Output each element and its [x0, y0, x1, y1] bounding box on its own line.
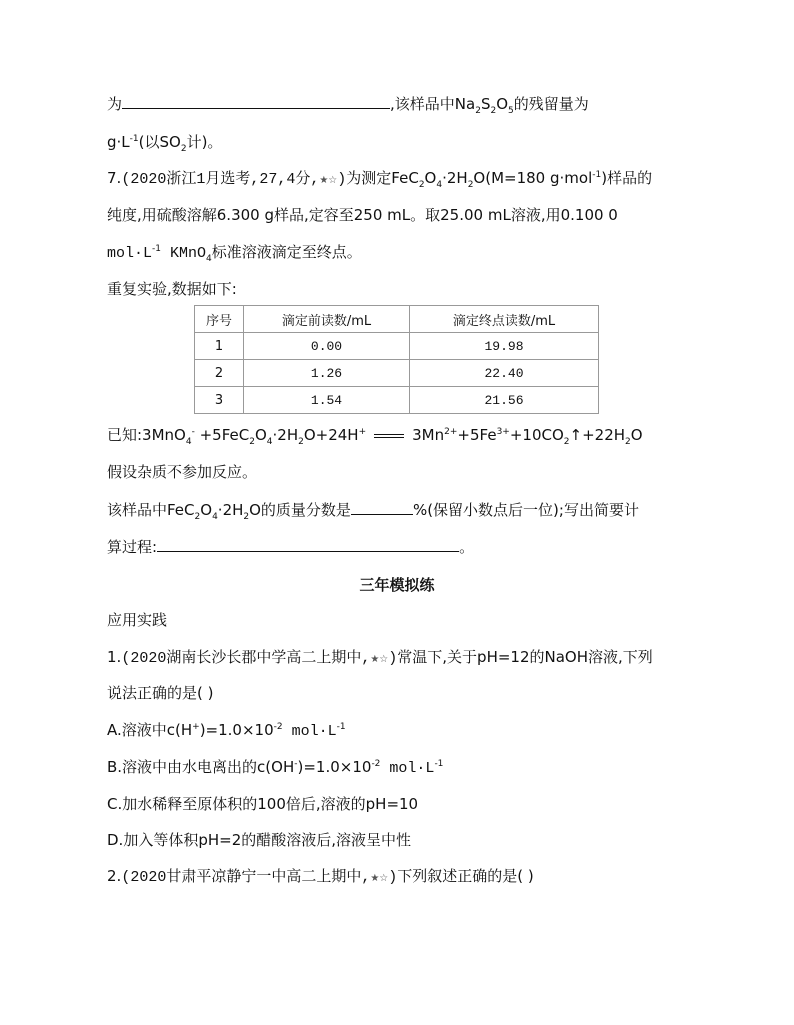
- question-number: 2.: [107, 867, 122, 885]
- q7-assume: 假设杂质不参加反应。: [107, 463, 258, 481]
- question-source: (2020浙江1月选考,27,4分,: [121, 171, 320, 188]
- section-title: 三年模拟练: [359, 576, 435, 594]
- p1-line1: 1.(2020湖南长沙长郡中学高二上期中,★☆)常温下,关于pH=12的NaOH溶液,下列: [107, 648, 653, 667]
- q7-repeat: 重复实验,数据如下:: [107, 280, 237, 298]
- q6-line2: $g\cdot L^{-1}$(以$SO_2$计)。: [107, 133, 223, 154]
- option-c[interactable]: C.加水稀释至原体积的100倍后,溶液的pH=10: [107, 795, 419, 813]
- question-number: 7.: [107, 169, 122, 187]
- p1-line2: 说法正确的是( ): [107, 684, 214, 702]
- p2-line1: 2.(2020甘肃平凉静宁一中高二上期中,★☆)下列叙述正确的是( ): [107, 867, 534, 886]
- q7-line2: 纯度,用硫酸溶解6.300 g样品,定容至250 mL。取25.00 mL溶液,用0.100 0: [107, 206, 618, 224]
- q7-line1: 7.(2020浙江1月选考,27,4分,★☆)为测定$FeC_2O_4\cdot 2H_2O(M=180$ g·mol$^{-1}$)样品的: [107, 169, 653, 190]
- known-equation: 已知:3MnO$_4$- $+5FeC_2O_4\cdot 2H_2O+24H^+$ $3Mn^{2+}+5Fe^{3+}+10CO_2↑+22H_2O$: [107, 426, 643, 447]
- option-a[interactable]: A.溶液中$c(H^+)=1.0\times 10^{-2}$ $mol\cdot L^{-1}$: [107, 721, 346, 740]
- question-source: (2020甘肃平凉静宁一中高二上期中,: [121, 869, 371, 886]
- q7-ask1: 该样品中$FeC_2O_4\cdot 2H_2O$的质量分数是 %(保留小数点后一位);写出简要计: [107, 501, 639, 522]
- reaction-equals-icon: [374, 434, 404, 438]
- table-header-row: [195, 306, 599, 333]
- section-subtitle: 应用实践: [107, 611, 168, 629]
- table-cell: 0.00: [244, 333, 410, 360]
- table-cell: 1.54: [244, 387, 410, 414]
- titration-table: [194, 305, 599, 414]
- option-b[interactable]: B.溶液中由水电离出的$c(OH^-)=1.0\times 10^{-2}$ $mol\cdot L^{-1}$: [107, 758, 444, 777]
- table-cell: 1: [195, 333, 244, 360]
- table-cell: 21.56: [410, 387, 599, 414]
- table-row: [195, 360, 599, 387]
- table-cell: 19.98: [410, 333, 599, 360]
- q7-ask2: 算过程: 。: [107, 538, 475, 556]
- difficulty-star-icon: ★☆: [319, 175, 338, 186]
- difficulty-star-icon: ★☆: [370, 873, 389, 884]
- table-header: 序号: [195, 306, 244, 333]
- table-header: 滴定前读数/mL: [244, 306, 410, 333]
- table-cell: 22.40: [410, 360, 599, 387]
- option-d[interactable]: D.加入等体积pH=2的醋酸溶液后,溶液呈中性: [107, 831, 412, 849]
- question-number: 1.: [107, 648, 122, 666]
- table-row: [195, 387, 599, 414]
- q7-line3: $mol\cdot L^{-1}$ KMnO$_4$标准溶液滴定至终点。: [107, 243, 362, 264]
- table-header: 滴定终点读数/mL: [410, 306, 599, 333]
- answer-blank[interactable]: [122, 94, 390, 109]
- table-cell: 3: [195, 387, 244, 414]
- difficulty-star-icon: ★☆: [370, 654, 389, 665]
- q6-line1: 为 ,该样品中$Na_2S_2O_5$的残留量为: [107, 95, 589, 116]
- answer-blank[interactable]: [157, 537, 459, 552]
- table-row: [195, 333, 599, 360]
- table-cell: 1.26: [244, 360, 410, 387]
- table-cell: 2: [195, 360, 244, 387]
- question-source: (2020湖南长沙长郡中学高二上期中,: [121, 650, 371, 667]
- answer-blank[interactable]: [351, 500, 413, 515]
